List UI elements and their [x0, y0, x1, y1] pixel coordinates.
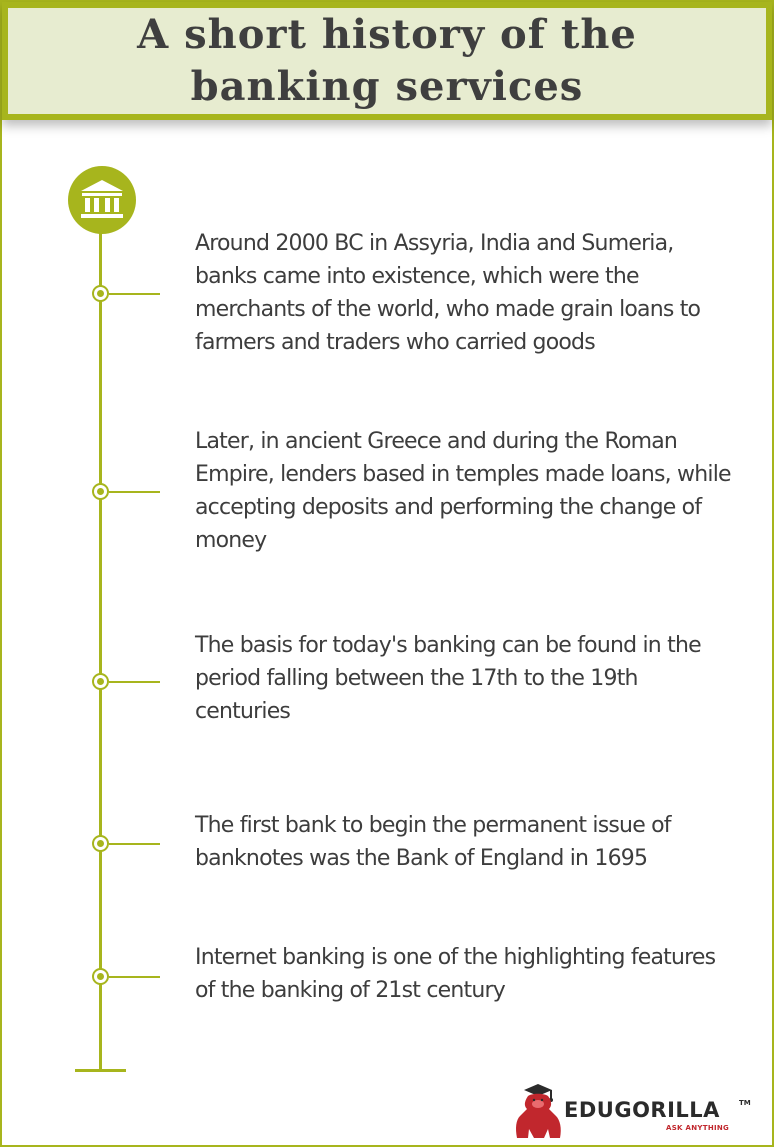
timeline-node-2	[92, 483, 109, 500]
timeline-base	[75, 1069, 126, 1072]
timeline-entry-1: Around 2000 BC in Assyria, India and Sumeria, banks came into existence, which were the merchants of the world, who made grain loans to farmers and traders who carried goods	[195, 231, 701, 355]
logo-tagline: ASK ANYTHING	[666, 1124, 730, 1132]
page-title: A short history of the banking services	[137, 11, 637, 110]
timeline-entry-5: Internet banking is one of the highlighting features of the banking of 21st century	[195, 945, 716, 1003]
timeline-line	[99, 202, 102, 1072]
logo-trademark: TM	[739, 1099, 751, 1107]
timeline-entry-2: Later, in ancient Greece and during the Roman Empire, lenders based in temples made loans, while accepting deposits and performing the change of money	[195, 429, 731, 553]
gorilla-logo-icon	[514, 1082, 564, 1140]
header-banner	[2, 2, 772, 120]
timeline-connector-3	[109, 681, 160, 683]
timeline-node-4	[92, 835, 109, 852]
timeline-connector-1	[109, 293, 160, 295]
timeline-entry-4: The first bank to begin the permanent issue of banknotes was the Bank of England in 1695	[195, 813, 671, 871]
timeline-connector-4	[109, 843, 160, 845]
timeline-connector-2	[109, 491, 160, 493]
edugorilla-logo	[514, 1082, 754, 1140]
timeline-node-3	[92, 673, 109, 690]
logo-name: EDUGORILLA	[564, 1098, 720, 1122]
timeline-node-5	[92, 968, 109, 985]
timeline-entry-3: The basis for today's banking can be found in the period falling between the 17th to the 19th centuries	[195, 633, 701, 724]
timeline-connector-5	[109, 976, 160, 978]
timeline-node-1	[92, 285, 109, 302]
bank-icon	[68, 166, 136, 234]
